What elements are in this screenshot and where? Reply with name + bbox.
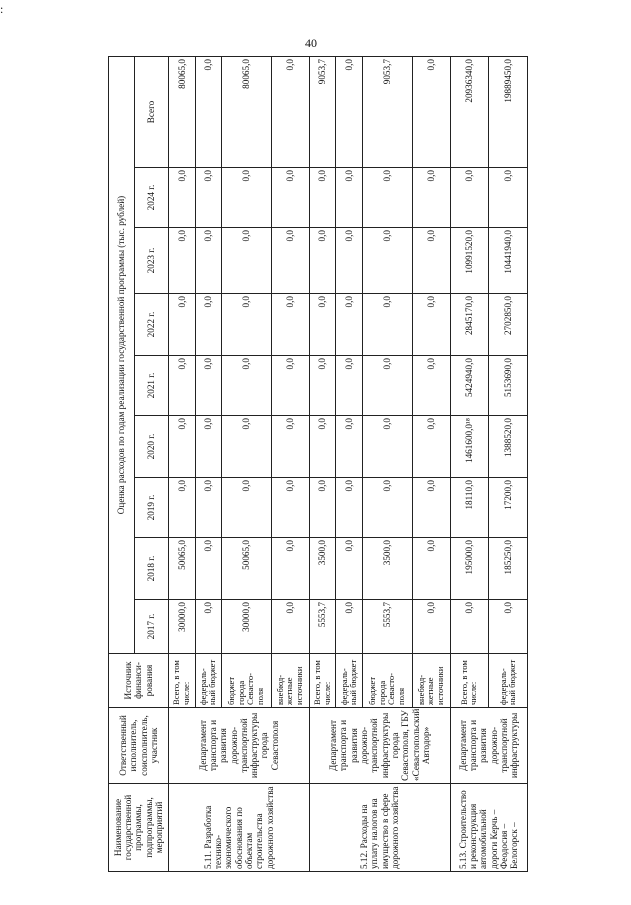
value-cell: 2702850,0 <box>489 294 528 356</box>
value-cell: 0,0 <box>271 294 309 356</box>
source-cell: федераль-ный бюджет <box>489 654 528 708</box>
value-cell: 80065,0 <box>222 56 272 167</box>
value-cell: 0,0 <box>336 538 363 600</box>
budget-table <box>108 56 528 872</box>
value-cell: 50065,0 <box>169 538 196 600</box>
value-cell: 18110,0 <box>450 478 489 538</box>
value-cell: 0,0 <box>195 294 222 356</box>
value-cell: 0,0 <box>195 356 222 416</box>
value-cell: 1388520,0 <box>489 416 528 478</box>
value-cell: 0,0 <box>489 600 528 654</box>
value-cell: 30000,0 <box>222 600 272 654</box>
value-cell: 2845170,0 <box>450 294 489 356</box>
value-cell: 80065,0 <box>169 56 196 167</box>
value-cell: 0,0 <box>489 168 528 228</box>
header-source: Источник финанси-рования <box>109 654 169 708</box>
value-cell: 0,0 <box>336 168 363 228</box>
value-cell: 0,0 <box>169 416 196 478</box>
value-cell: 0,0 <box>222 228 272 294</box>
source-cell: федераль-ный бюджет <box>195 654 222 708</box>
source-cell: внебюд-жетные источники <box>271 654 309 708</box>
source-cell: Всего, в том числе: <box>169 654 196 708</box>
value-cell: 0,0 <box>195 600 222 654</box>
value-cell: 0,0 <box>309 478 336 538</box>
value-cell: 0,0 <box>271 228 309 294</box>
value-cell: 0,0 <box>362 356 412 416</box>
value-cell: 5553,7 <box>362 600 412 654</box>
value-cell: 0,0 <box>309 228 336 294</box>
value-cell: 0,0 <box>271 168 309 228</box>
value-cell: 50065,0 <box>222 538 272 600</box>
header-year: 2018 г. <box>135 538 169 600</box>
value-cell: 185250,0 <box>489 538 528 600</box>
value-cell: 3500,0 <box>362 538 412 600</box>
value-cell: 0,0 <box>169 294 196 356</box>
value-cell: 0,0 <box>412 478 450 538</box>
value-cell: 0,0 <box>336 356 363 416</box>
source-cell: внебюд-жетные источники <box>412 654 450 708</box>
value-cell: 0,0 <box>222 478 272 538</box>
table-row <box>450 56 489 871</box>
value-cell: 20936340,0 <box>450 56 489 167</box>
value-cell: 9053,7 <box>362 56 412 167</box>
value-cell: 0,0 <box>412 168 450 228</box>
value-cell: 0,0 <box>169 356 196 416</box>
value-cell: 0,0 <box>412 538 450 600</box>
value-cell: 3500,0 <box>309 538 336 600</box>
executor-cell: Департамент транспорта и развития дорожно-транспортной инфраструктуры города Севастополя <box>169 708 310 784</box>
value-cell: 0,0 <box>271 600 309 654</box>
value-cell: 0,0 <box>271 478 309 538</box>
value-cell: 0,0 <box>195 478 222 538</box>
value-cell: 0,0 <box>195 416 222 478</box>
value-cell: 0,0 <box>169 168 196 228</box>
value-cell: 0,0 <box>336 416 363 478</box>
value-cell: 0,0 <box>412 356 450 416</box>
value-cell: 0,0 <box>336 600 363 654</box>
value-cell: 0,0 <box>222 416 272 478</box>
value-cell: 0,0 <box>222 294 272 356</box>
value-cell: 0,0 <box>362 478 412 538</box>
header-year: 2019 г. <box>135 478 169 538</box>
value-cell: 0,0 <box>271 356 309 416</box>
value-cell: 10441940,0 <box>489 228 528 294</box>
value-cell: 30000,0 <box>169 600 196 654</box>
value-cell: 0,0 <box>336 478 363 538</box>
value-cell: 0,0 <box>336 56 363 167</box>
value-cell: 0,0 <box>309 416 336 478</box>
header-estimate: Оценка расходов по годам реализации государственной программы (тыс. рублей) <box>109 56 135 653</box>
value-cell: 0,0 <box>362 228 412 294</box>
header-year: 2021 г. <box>135 356 169 416</box>
value-cell: 0,0 <box>450 168 489 228</box>
source-cell: бюджет города Севасто-поля <box>222 654 272 708</box>
table-body <box>169 56 528 871</box>
page-number: 40 <box>305 36 317 50</box>
value-cell: 19889450,0 <box>489 56 528 167</box>
value-cell: 0,0 <box>362 294 412 356</box>
value-cell: 0,0 <box>271 56 309 167</box>
value-cell: 0,0 <box>222 168 272 228</box>
value-cell: 0,0 <box>309 356 336 416</box>
table-row <box>169 56 196 871</box>
source-cell: федераль-ный бюджет <box>336 654 363 708</box>
value-cell: 0,0 <box>169 478 196 538</box>
value-cell: 5153690,0 <box>489 356 528 416</box>
value-cell: 0,0 <box>169 228 196 294</box>
value-cell: 10991520,0 <box>450 228 489 294</box>
value-cell: 0,0 <box>412 600 450 654</box>
value-cell: 1461600,0¹⁸ <box>450 416 489 478</box>
value-cell: 0,0 <box>309 168 336 228</box>
header-year: 2022 г. <box>135 294 169 356</box>
value-cell: 195000,0 <box>450 538 489 600</box>
source-cell: Всего, в том числе: <box>450 654 489 708</box>
value-cell: 0,0 <box>412 416 450 478</box>
value-cell: 0,0 <box>412 56 450 167</box>
source-cell: бюджет города Севасто-поля <box>362 654 412 708</box>
value-cell: 5424940,0 <box>450 356 489 416</box>
value-cell: 0,0 <box>336 228 363 294</box>
value-cell: 0,0 <box>271 416 309 478</box>
value-cell: 0,0 <box>195 56 222 167</box>
source-cell: Всего, в том числе: <box>309 654 336 708</box>
value-cell: 0,0 <box>309 294 336 356</box>
measure-name-cell: 5.12. Расходы на уплату налогов на имущество в сфере дорожного хозяйства <box>309 784 450 872</box>
corner-mark: : <box>0 2 4 16</box>
value-cell: 0,0 <box>362 168 412 228</box>
header-year: 2017 г. <box>135 600 169 654</box>
value-cell: 0,0 <box>195 228 222 294</box>
executor-cell: Департамент транспорта и развития дорожно-транспортной инфраструктуры города Севастополя, ГБУ «Севастопольский Автодор» <box>309 708 450 784</box>
table-row <box>309 56 336 871</box>
value-cell: 5553,7 <box>309 600 336 654</box>
value-cell: 0,0 <box>271 538 309 600</box>
value-cell: 0,0 <box>412 228 450 294</box>
executor-cell: Департамент транспорта и развития дорожно-транспортной инфраструктуры <box>450 708 527 784</box>
value-cell: 17200,0 <box>489 478 528 538</box>
value-cell: 0,0 <box>336 294 363 356</box>
header-year: 2023 г. <box>135 228 169 294</box>
measure-name-cell: 5.13. Строительство и реконструкция автомобильной дороги Керчь – Феодосия – Белогорск – <box>450 784 527 872</box>
header-year: Всего <box>135 56 169 167</box>
measure-name-cell: 5.11. Разработка технико-экономического обоснования по объектам строительства дорожного хозяйства <box>169 784 310 872</box>
header-executor: Ответственный исполнитель, соисполнитель, участник <box>109 708 169 784</box>
header-year: 2024 г. <box>135 168 169 228</box>
header-year: 2020 г. <box>135 416 169 478</box>
value-cell: 0,0 <box>195 168 222 228</box>
value-cell: 0,0 <box>222 356 272 416</box>
value-cell: 0,0 <box>362 416 412 478</box>
value-cell: 9053,7 <box>309 56 336 167</box>
table-stage <box>108 57 528 872</box>
rotated-table-wrapper <box>108 57 528 872</box>
value-cell: 0,0 <box>412 294 450 356</box>
value-cell: 0,0 <box>195 538 222 600</box>
value-cell: 0,0 <box>450 600 489 654</box>
header-name: Наименование государственной программы, подпрограммы, мероприятий <box>109 784 169 872</box>
